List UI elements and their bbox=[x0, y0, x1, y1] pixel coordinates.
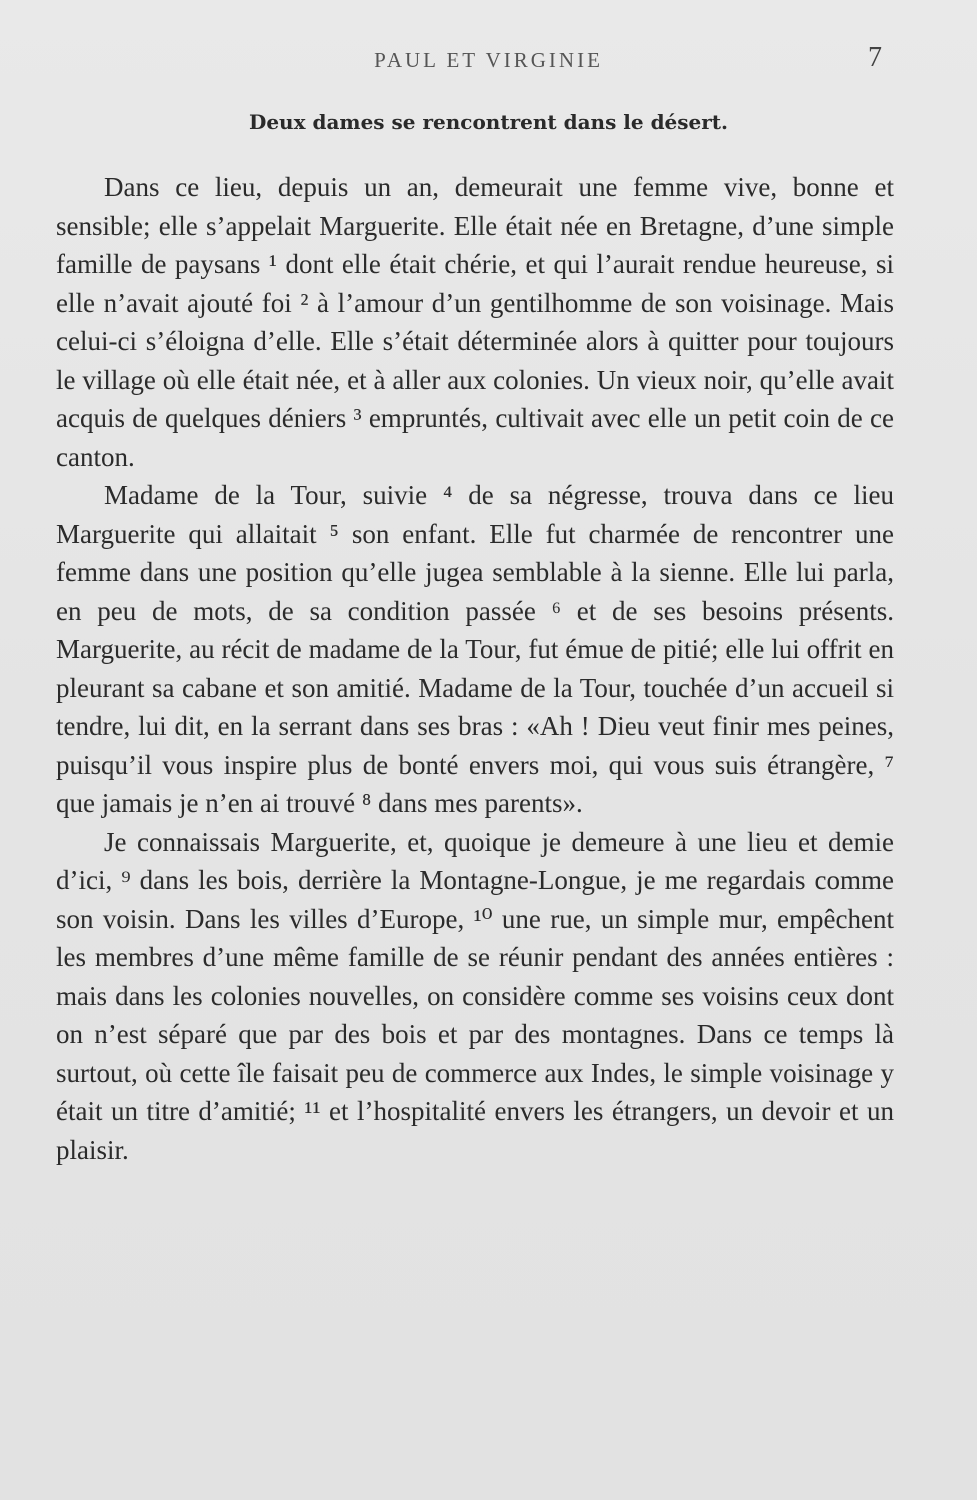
paragraph-1: Dans ce lieu, depuis un an, demeurait une femme vive, bonne et sensible; elle s’appelait Marguerite. Elle était née en Bretagne, d’une simple famille de paysans ¹ dont elle était chérie, et qui l’aurait rendue heureuse, si elle n’avait ajouté foi ² à l’amour d’un gentilhomme de son voisinage. Mais celui-ci s’éloigna d’elle. Elle s’était déterminée alors à quitter pour toujours le village où elle était née, et à aller aux colonies. Un vieux noir, qu’elle avait acquis de quelques déniers ³ empruntés, cultivait avec elle un petit coin de ce canton. bbox=[56, 172, 894, 472]
page-number: 7 bbox=[868, 42, 882, 73]
section-title: Deux dames se rencontrent dans le désert. bbox=[248, 110, 729, 134]
body-text bbox=[56, 168, 894, 1169]
paragraph-3: Je connaissais Marguerite, et, quoique je demeure à une lieu et demie d’ici, ⁹ dans les bois, derrière la Montagne-Longue, je me regardais comme son voisin. Dans les villes d’Europe, ¹⁰ une rue, un simple mur, empêchent les membres d’une même famille de se réunir pendant des années entières : mais dans les colonies nouvelles, on considère comme ses voisins ceux dont on n’est séparé que par des bois et par des montagnes. Dans ce temps là surtout, où cette île faisait peu de commerce aux Indes, le simple voisinage y était un titre d’amitié; ¹¹ et l’hospitalité envers les étrangers, un devoir et un plaisir. bbox=[56, 826, 894, 1165]
running-head: PAUL ET VIRGINIE bbox=[374, 48, 603, 72]
paragraph-2: Madame de la Tour, suivie ⁴ de sa négresse, trouva dans ce lieu Marguerite qui allaitait ⁵ son enfant. Elle fut charmée de rencontrer une femme dans une position qu’elle jugea semblable à la sienne. Elle lui parla, en peu de mots, de sa condition passée ⁶ et de ses besoins présents. Marguerite, au récit de madame de la Tour, fut émue de pitié; elle lui offrit en pleurant sa cabane et son amitié. Madame de la Tour, touchée d’un accueil si tendre, lui dit, en la serrant dans ses bras : «Ah ! Dieu veut finir mes peines, puisqu’il vous inspire plus de bonté envers moi, qui vous suis étrangère, ⁷ que jamais je n’en ai trouvé ⁸ dans mes parents». bbox=[56, 480, 894, 818]
